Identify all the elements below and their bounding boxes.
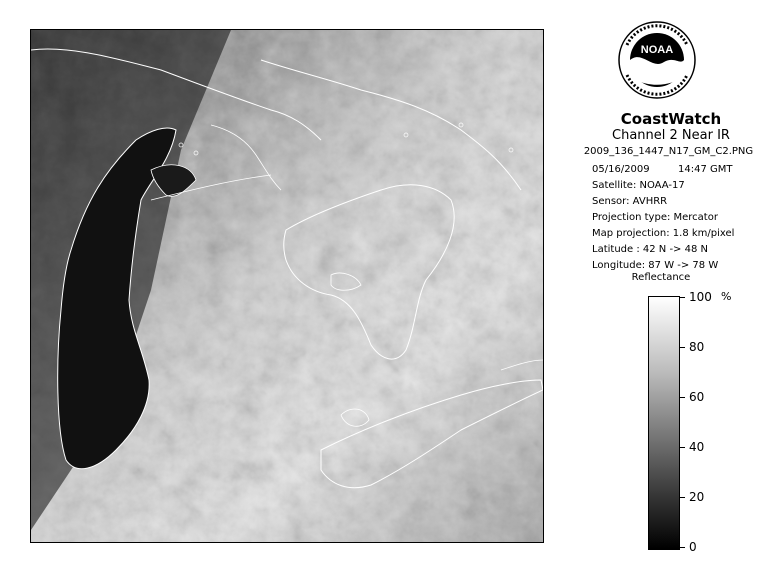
map-projection-label: Map projection: 1.8 km/pixel [592,228,735,239]
colorbar-tick-label: 20 [689,490,705,504]
colorbar-tick [679,497,685,498]
product-title: CoastWatch [620,110,722,128]
colorbar-tick [679,397,685,398]
time-label: 14:47 GMT [678,164,733,175]
colorbar [648,296,680,550]
channel-subtitle: Channel 2 Near IR [612,128,730,143]
noaa-logo [617,20,697,100]
latitude-label: Latitude : 42 N -> 48 N [592,244,708,255]
colorbar-tick-label: 60 [689,390,705,404]
satellite-map [30,29,544,543]
colorbar-title: Reflectance [631,272,691,283]
date-label: 05/16/2009 [592,164,650,175]
colorbar-tick-label: 80 [689,340,705,354]
colorbar-tick [679,547,685,548]
colorbar-tick [679,297,685,298]
longitude-label: Longitude: 87 W -> 78 W [592,260,719,271]
svg-text:NOAA: NOAA [640,44,674,56]
colorbar-tick [679,347,685,348]
colorbar-tick-label: 100 [689,290,712,304]
colorbar-tick-label: 40 [689,440,705,454]
colorbar-tick [679,447,685,448]
sensor-label: Sensor: AVHRR [592,196,668,207]
filename-label: 2009_136_1447_N17_GM_C2.PNG [583,146,754,157]
noaa-seal-icon [617,20,697,100]
satellite-label: Satellite: NOAA-17 [592,180,685,191]
colorbar-unit: % [721,290,732,303]
colorbar-tick-label: 0 [689,540,697,554]
projection-type-label: Projection type: Mercator [592,212,718,223]
map-image [31,30,543,542]
